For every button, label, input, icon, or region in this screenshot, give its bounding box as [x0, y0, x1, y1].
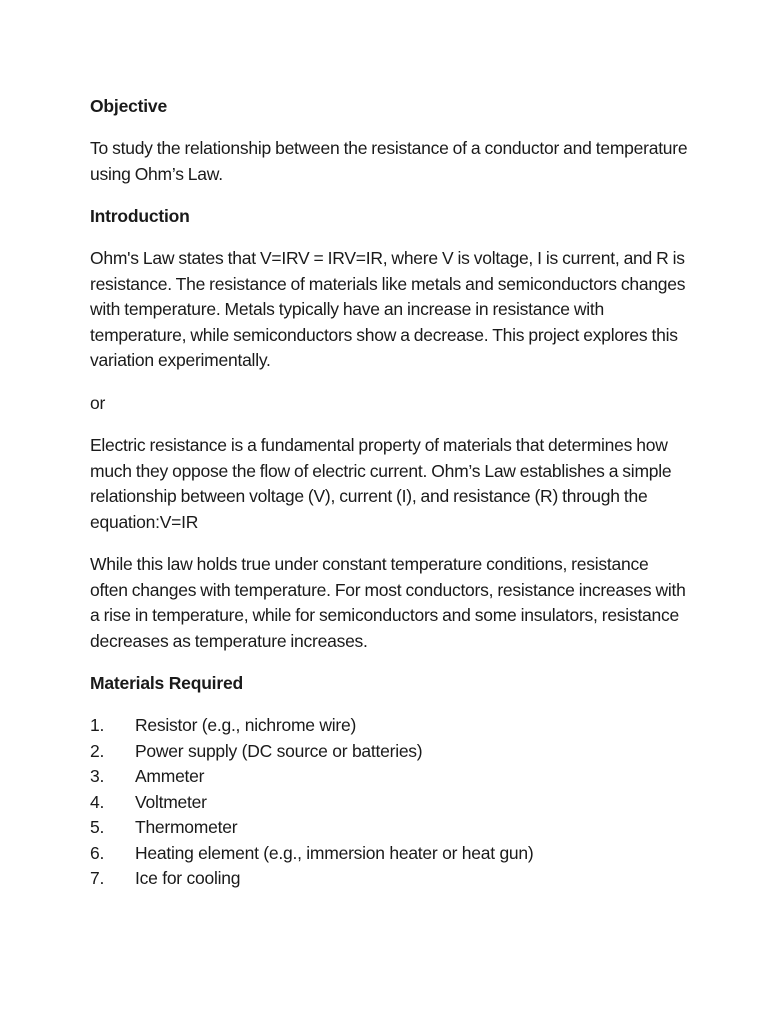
introduction-heading: Introduction: [90, 206, 190, 226]
list-item-text: Resistor (e.g., nichrome wire): [135, 715, 357, 735]
list-item-text: Thermometer: [135, 817, 238, 837]
list-item-number: 7.: [90, 868, 105, 888]
list-item-text: Ice for cooling: [135, 868, 241, 888]
list-item: [90, 866, 690, 892]
objective-heading: Objective: [90, 96, 167, 116]
list-item-text: Power supply (DC source or batteries): [135, 740, 423, 761]
list-item-number: 2.: [90, 740, 105, 761]
or-separator: or: [90, 392, 106, 413]
list-item-text: Heating element (e.g., immersion heater or heat gun): [135, 842, 534, 863]
list-item: [90, 739, 690, 765]
introduction-paragraph-1: Ohm's Law states that V=IRV = IRV=IR, where V is voltage, I is current, and R is resistance. The resistance of materials like metals and semiconductors changes with temperature. Metals typically have an increase in resistance with temperature, while semiconductors show a decrease. This project explores this variation experimentally.: [90, 248, 686, 370]
objective-text: To study the relationship between the resistance of a conductor and temperature using Ohm’s Law.: [90, 138, 688, 184]
introduction-paragraph-3: While this law holds true under constant temperature conditions, resistance often changes with temperature. For most conductors, resistance increases with a rise in temperature, while for semiconductors and some insulators, resistance decreases as temperature increases.: [90, 554, 686, 651]
introduction-paragraph-2: Electric resistance is a fundamental property of materials that determines how much they oppose the flow of electric current. Ohm’s Law establishes a simple relationship between voltage (V), current (I), and resistance (R) through the equation:V=IR: [90, 435, 672, 532]
list-item-number: 5.: [90, 817, 105, 837]
list-item: [90, 790, 690, 816]
list-item-number: 3.: [90, 766, 105, 786]
list-item-number: 4.: [90, 791, 105, 812]
materials-heading: Materials Required: [90, 673, 243, 693]
document-page: [90, 94, 690, 892]
list-item-number: 1.: [90, 715, 105, 735]
materials-list: [90, 713, 690, 892]
list-item: [90, 713, 690, 739]
list-item-number: 6.: [90, 842, 105, 863]
list-item: [90, 815, 690, 841]
list-item-text: Ammeter: [135, 766, 205, 786]
list-item: [90, 764, 690, 790]
list-item: [90, 841, 690, 867]
list-item-text: Voltmeter: [135, 791, 207, 812]
